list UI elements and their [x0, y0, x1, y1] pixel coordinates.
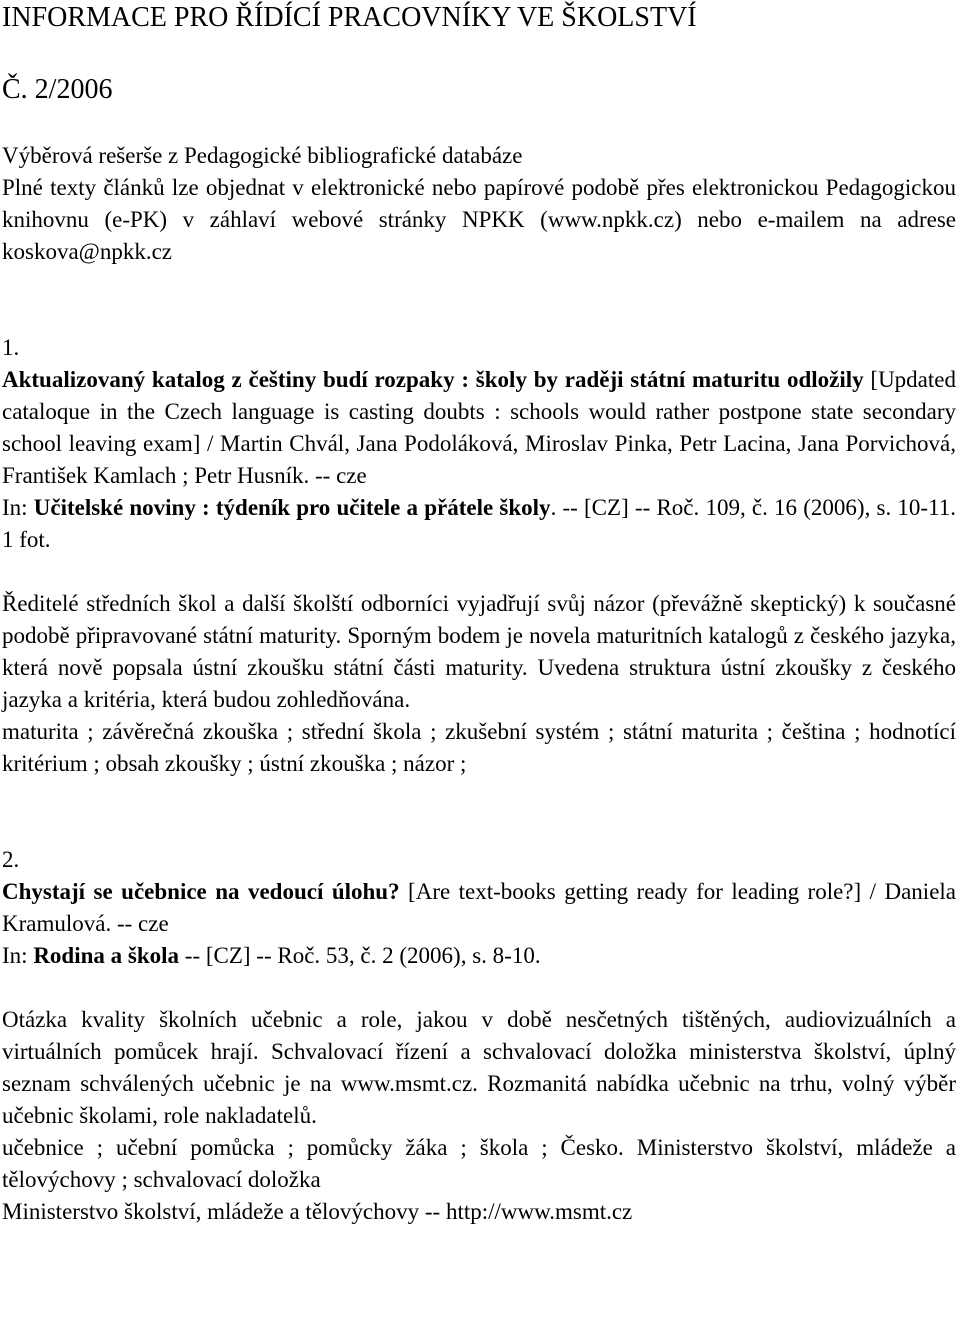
- intro-line: Výběrová rešerše z Pedagogické bibliografické databáze: [2, 143, 523, 168]
- intro-paragraph: Plné texty článků lze objednat v elektronické nebo papírové podobě přes elektronickou Pedagogickou knihovnu (e-PK) v záhlaví webové stránky NPKK (www.npkk.cz) nebo e-mailem na adrese koskova@npkk.cz: [2, 175, 956, 264]
- record-source-bold: Učitelské noviny : týdeník pro učitele a přátele školy: [33, 495, 551, 520]
- record-source: [2, 492, 956, 556]
- record-source-rest: -- [CZ] -- Roč. 53, č. 2 (2006), s. 8-10.: [179, 943, 541, 968]
- record-title: [2, 364, 956, 492]
- record-title-bold: Aktualizovaný katalog z češtiny budí rozpaky : školy by raději státní maturitu odložily: [2, 367, 864, 392]
- record-keywords: učebnice ; učební pomůcka ; pomůcky žáka ; škola ; Česko. Ministerstvo školství, mládeže a tělovýchovy ; schvalovací doložka: [2, 1135, 956, 1192]
- record-source: [2, 940, 956, 972]
- record-title-bold: Chystají se učebnice na vedoucí úlohu?: [2, 879, 400, 904]
- document-title: INFORMACE PRO ŘÍDÍCÍ PRACOVNÍKY VE ŠKOLSTVÍ: [2, 2, 697, 33]
- record-number: 2.: [2, 847, 20, 872]
- record-number: 1.: [2, 335, 20, 360]
- record-abstract: Ředitelé středních škol a další školští odborníci vyjadřují svůj názor (převážně skeptický) k současné podobě připravované státní maturity. Sporným bodem je novela maturitních katalogů z českého jazyka, která nově popsala ústní zkoušku státní části maturity. Uvedena struktura ústní zkoušky z českého jazyka a kritéria, která budou zohledňována.: [2, 591, 956, 712]
- record-1: [2, 332, 956, 780]
- record-keywords: maturita ; závěrečná zkouška ; střední škola ; zkušební systém ; státní maturita ; čeština ; hodnotící kritérium ; obsah zkoušky ; ústní zkouška ; názor ;: [2, 719, 956, 776]
- record-source-prefix: In:: [2, 943, 34, 968]
- record-2: [2, 844, 956, 1228]
- record-title-rest: [Are text-books getting ready for leading role?] / Daniela Kramulová. -- cze: [2, 879, 956, 936]
- record-source-rest: . -- [CZ] -- Roč. 109, č. 16 (2006), s. 10-11. 1 fot.: [2, 495, 956, 552]
- record-source-bold: Rodina a škola: [33, 943, 180, 968]
- record-extra: Ministerstvo školství, mládeže a tělovýchovy -- http://www.msmt.cz: [2, 1199, 633, 1224]
- issue-number: Č. 2/2006: [2, 74, 113, 105]
- record-abstract: Otázka kvality školních učebnic a role, jakou v době nesčetných tištěných, audiovizuálních a virtuálních pomůcek hrají. Schvalovací řízení a schvalovací doložka ministerstva školství, úplný seznam schválených učebnic je na www.msmt.cz. Rozmanitá nabídka učebnic na trhu, volný výběr učebnic školami, role nakladatelů.: [2, 1007, 956, 1128]
- record-source-prefix: In:: [2, 495, 34, 520]
- record-title-rest: [Updated cataloque in the Czech language is casting doubts : schools would rather postpone state secondary school leaving exam] / Martin Chvál, Jana Podoláková, Miroslav Pinka, Petr Lacina, Jana Porvichová, František Kamlach ; Petr Husník. -- cze: [2, 367, 956, 488]
- record-title: [2, 876, 956, 940]
